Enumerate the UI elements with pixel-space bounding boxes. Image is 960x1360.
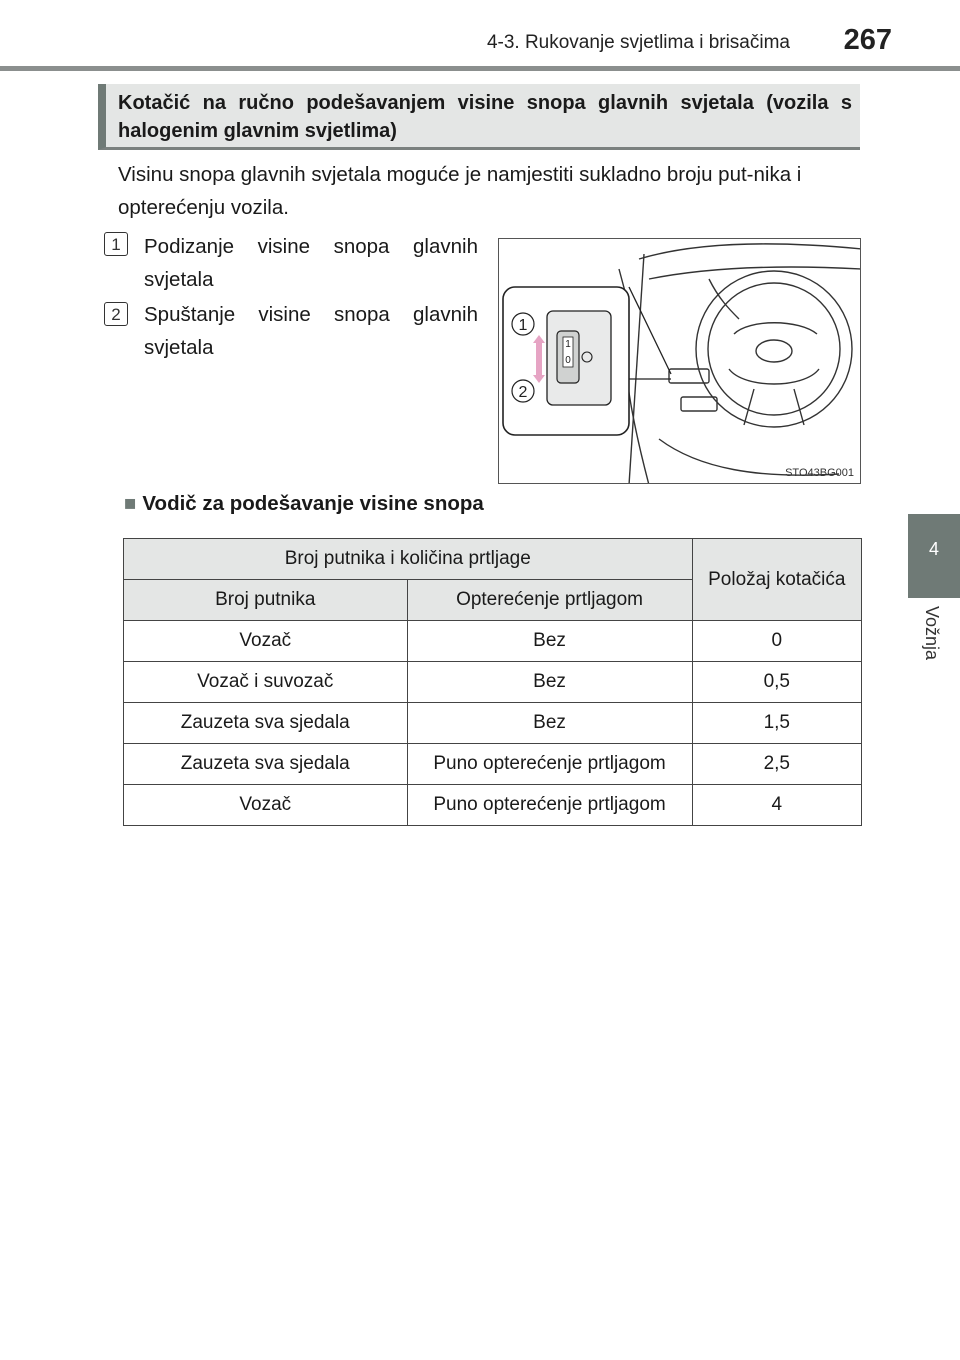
cell-passengers: Vozač xyxy=(124,621,408,662)
header-rule xyxy=(0,66,960,71)
table-row xyxy=(124,785,862,826)
cell-position: 0,5 xyxy=(692,662,861,703)
page-number: 267 xyxy=(843,24,892,56)
cell-load: Puno opterećenje prtljagom xyxy=(407,785,692,826)
beam-height-guide-table xyxy=(123,538,862,826)
dashboard-drawing xyxy=(499,239,861,484)
cell-load: Bez xyxy=(407,703,692,744)
cell-passengers: Vozač xyxy=(124,785,408,826)
table-group-header: Broj putnika i količina prtljage xyxy=(124,539,693,580)
table-header-position: Položaj kotačića xyxy=(692,539,861,621)
step-1-text: Podizanje visine snopa glavnih svjetala xyxy=(144,235,478,291)
table-row xyxy=(124,703,862,744)
table-header-passengers: Broj putnika xyxy=(124,580,408,621)
cell-position: 4 xyxy=(692,785,861,826)
cell-load: Bez xyxy=(407,621,692,662)
subsection-title: Vodič za podešavanje visine snopa xyxy=(142,492,484,515)
dial-mark-lower: 0 xyxy=(565,355,571,366)
chapter-tab-label: Vožnja xyxy=(922,606,942,661)
square-bullet-icon: ■ xyxy=(124,492,137,515)
table-row xyxy=(124,744,862,785)
section-intro: Visinu snopa glavnih svjetala moguće je namjestiti sukladno broju put-nika i opterećenju vozila. xyxy=(118,163,802,219)
table-row xyxy=(124,662,862,703)
subsection-heading xyxy=(124,492,484,516)
figure-code: STO43BG001 xyxy=(785,467,854,479)
step-number-1: 1 xyxy=(104,232,128,256)
dial-mark-upper: 1 xyxy=(565,339,571,350)
table-row xyxy=(124,621,862,662)
headlight-leveling-dial-illustration xyxy=(498,238,861,484)
callout-2: 2 xyxy=(518,384,528,401)
callout-1: 1 xyxy=(518,317,528,334)
cell-passengers: Zauzeta sva sjedala xyxy=(124,744,408,785)
cell-load: Bez xyxy=(407,662,692,703)
cell-passengers: Vozač i suvozač xyxy=(124,662,408,703)
step-2-text: Spuštanje visine snopa glavnih svjetala xyxy=(144,303,478,359)
chapter-title: 4-3. Rukovanje svjetlima i brisačima xyxy=(486,32,790,53)
cell-load: Puno opterećenje prtljagom xyxy=(407,744,692,785)
cell-position: 0 xyxy=(692,621,861,662)
cell-position: 2,5 xyxy=(692,744,861,785)
cell-position: 1,5 xyxy=(692,703,861,744)
table-header-load: Opterećenje prtljagom xyxy=(407,580,692,621)
cell-passengers: Zauzeta sva sjedala xyxy=(124,703,408,744)
chapter-tab: 4 xyxy=(908,514,960,598)
step-number-2: 2 xyxy=(104,302,128,326)
section-heading: Kotačić na ručno podešavanjem visine snopa glavnih svjetala (vozila s halogenim glavnim svjetlima) xyxy=(98,84,860,150)
